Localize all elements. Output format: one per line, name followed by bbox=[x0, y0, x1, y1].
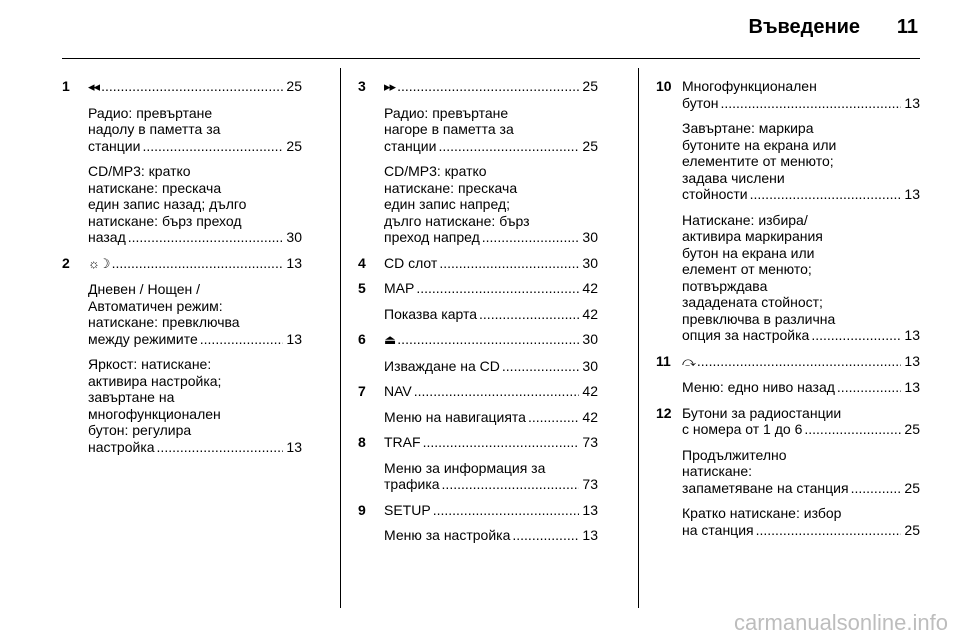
column-2 bbox=[358, 78, 598, 544]
index-text: MAP bbox=[384, 280, 415, 296]
index-text: CD слот bbox=[384, 254, 438, 271]
page-ref: 30 bbox=[582, 229, 598, 245]
column-1 bbox=[62, 78, 302, 455]
item-number: 7 bbox=[358, 383, 366, 399]
index-text: завъртане на bbox=[88, 389, 175, 405]
leader-dots bbox=[397, 78, 579, 95]
item-number: 1 bbox=[62, 78, 70, 94]
index-entry-1 bbox=[62, 78, 302, 246]
index-text: станции bbox=[88, 137, 141, 154]
page-ref: 25 bbox=[904, 479, 920, 496]
index-line bbox=[682, 379, 920, 396]
description-block bbox=[88, 281, 302, 347]
column-divider-1 bbox=[340, 68, 341, 608]
index-entry-2 bbox=[62, 255, 302, 456]
page-ref: 13 bbox=[904, 379, 920, 395]
leader-dots bbox=[811, 327, 901, 344]
index-text: активира настройка; bbox=[88, 372, 222, 389]
index-text: натискане: бърз преход bbox=[88, 212, 242, 229]
page-ref: 25 bbox=[286, 137, 302, 154]
page-ref: 25 bbox=[904, 421, 920, 437]
index-text: Многофункционален bbox=[682, 78, 817, 94]
leader-dots bbox=[142, 138, 283, 155]
index-line bbox=[384, 383, 598, 400]
index-text: зададената стойност; bbox=[682, 294, 823, 310]
index-line bbox=[384, 306, 598, 323]
description-block bbox=[682, 120, 920, 203]
index-text: бутоните на екрана или bbox=[682, 136, 837, 153]
page-ref: 25 bbox=[582, 78, 598, 94]
index-text: преход напред bbox=[384, 229, 480, 245]
index-text: елементите от менюто; bbox=[682, 153, 834, 169]
day-night-icon: ☼☽ bbox=[88, 255, 110, 271]
item-number: 10 bbox=[656, 78, 672, 94]
index-line bbox=[384, 138, 598, 155]
leader-dots bbox=[433, 502, 580, 519]
index-line bbox=[682, 327, 920, 344]
index-text: Радио: превъртане bbox=[384, 104, 509, 121]
index-text: бутон bbox=[682, 94, 719, 111]
leader-dots bbox=[416, 280, 579, 297]
index-entry-9 bbox=[358, 502, 598, 544]
item-number: 8 bbox=[358, 434, 366, 450]
description-block bbox=[384, 306, 598, 323]
leader-dots bbox=[756, 522, 902, 539]
leader-dots bbox=[720, 95, 901, 112]
index-text: трафика bbox=[384, 476, 440, 492]
page-ref: 13 bbox=[286, 330, 302, 347]
index-entry-3 bbox=[358, 78, 598, 246]
item-number: 6 bbox=[358, 331, 366, 347]
index-entry-5 bbox=[358, 280, 598, 322]
index-text: Изваждане на CD bbox=[384, 357, 500, 374]
page-ref: 42 bbox=[582, 305, 598, 322]
description-block bbox=[384, 105, 598, 155]
leader-dots bbox=[112, 255, 284, 272]
page-ref: 42 bbox=[582, 280, 598, 296]
index-text: нагоре в паметта за bbox=[384, 121, 514, 137]
page-ref: 30 bbox=[582, 331, 598, 347]
index-line bbox=[384, 229, 598, 246]
index-text: надолу в паметта за bbox=[88, 121, 221, 137]
page-ref: 30 bbox=[582, 254, 598, 271]
index-line bbox=[88, 439, 302, 456]
eject-icon: ⏏ bbox=[384, 332, 396, 347]
seek-back-icon: ◂◂ bbox=[88, 79, 100, 94]
index-text: стойности bbox=[682, 186, 748, 202]
item-number: 11 bbox=[656, 352, 671, 369]
description-block bbox=[88, 356, 302, 455]
index-line bbox=[88, 331, 302, 348]
index-entry-7 bbox=[358, 383, 598, 425]
column-divider-2 bbox=[638, 68, 639, 608]
index-line bbox=[88, 138, 302, 155]
index-text: задава числени bbox=[682, 169, 785, 186]
leader-dots bbox=[128, 229, 284, 246]
index-line bbox=[384, 78, 598, 96]
index-line bbox=[682, 421, 920, 438]
page-ref: 13 bbox=[904, 186, 920, 202]
leader-dots bbox=[837, 379, 902, 396]
index-text: Завъртане: маркира bbox=[682, 120, 814, 136]
description-block bbox=[384, 409, 598, 426]
index-text: един запис напред; bbox=[384, 196, 511, 212]
index-text: CD/MP3: кратко bbox=[88, 163, 191, 179]
leader-dots bbox=[528, 409, 579, 426]
leader-dots bbox=[414, 383, 580, 400]
index-text: Меню: едно ниво назад bbox=[682, 379, 835, 395]
watermark: carmanualsonline.info bbox=[733, 610, 948, 635]
index-text: назад bbox=[88, 229, 126, 245]
description-block bbox=[384, 358, 598, 375]
leader-dots bbox=[438, 138, 579, 155]
index-text: натискане: bbox=[682, 463, 753, 479]
index-text: активира маркирания bbox=[682, 228, 823, 244]
index-text: Дневен / Нощен / bbox=[88, 281, 201, 297]
leader-dots bbox=[439, 255, 579, 272]
index-text: многофункционален bbox=[88, 405, 221, 422]
index-text: CD/MP3: кратко bbox=[384, 163, 487, 179]
index-line bbox=[682, 186, 920, 203]
index-text: на станция bbox=[682, 521, 754, 538]
index-entry-12 bbox=[656, 405, 920, 539]
index-text: Кратко натискане: избор bbox=[682, 505, 842, 521]
index-text: натискане: превключва bbox=[88, 314, 240, 330]
index-text: натискане: прескача bbox=[384, 179, 518, 196]
header-divider bbox=[62, 58, 920, 59]
index-text: натискане: прескача bbox=[88, 179, 222, 196]
description-block bbox=[88, 105, 302, 155]
seek-forward-icon: ▸▸ bbox=[384, 79, 396, 94]
index-line bbox=[384, 527, 598, 544]
item-number: 12 bbox=[656, 404, 672, 421]
description-block bbox=[384, 163, 598, 246]
index-line bbox=[682, 95, 920, 112]
index-text: Показва карта bbox=[384, 305, 478, 322]
index-line bbox=[384, 502, 598, 519]
index-entry-10 bbox=[656, 78, 920, 344]
leader-dots bbox=[512, 527, 579, 544]
index-text: дълго натискане: бърз bbox=[384, 212, 530, 229]
index-line bbox=[88, 229, 302, 246]
chapter-title: Въведение bbox=[748, 16, 860, 38]
leader-dots bbox=[750, 186, 902, 203]
page-ref: 13 bbox=[582, 501, 598, 518]
index-text: Меню за настройка bbox=[384, 527, 511, 543]
index-text: настройка bbox=[88, 438, 155, 455]
index-text: опция за настройка bbox=[682, 327, 810, 343]
index-entry-11 bbox=[656, 353, 920, 396]
index-text: станции bbox=[384, 137, 437, 154]
leader-dots bbox=[157, 439, 284, 456]
page-ref: 25 bbox=[904, 521, 920, 538]
index-line bbox=[384, 331, 598, 349]
description-block bbox=[88, 163, 302, 246]
index-text: TRAF bbox=[384, 434, 421, 450]
leader-dots bbox=[101, 78, 283, 95]
page-ref: 13 bbox=[286, 438, 302, 455]
index-text: потвърждава bbox=[682, 277, 768, 294]
index-entry-4 bbox=[358, 255, 598, 272]
page-ref: 25 bbox=[286, 78, 302, 94]
index-text: запаметяване на станция bbox=[682, 479, 849, 496]
leader-dots bbox=[479, 306, 579, 323]
leader-dots bbox=[697, 353, 902, 370]
index-line bbox=[384, 255, 598, 272]
index-text: с номера от 1 до 6 bbox=[682, 421, 803, 437]
index-entry-6 bbox=[358, 331, 598, 374]
description-block bbox=[682, 379, 920, 396]
item-number: 5 bbox=[358, 280, 366, 296]
index-text: бутон на екрана или bbox=[682, 244, 815, 261]
index-text: Автоматичен режим: bbox=[88, 297, 223, 314]
index-line bbox=[384, 434, 598, 451]
description-block bbox=[384, 527, 598, 544]
index-text: NAV bbox=[384, 383, 412, 399]
leader-dots bbox=[397, 331, 579, 348]
leader-dots bbox=[423, 434, 580, 451]
index-text: Яркост: натискане: bbox=[88, 356, 212, 372]
item-number: 3 bbox=[358, 78, 366, 94]
index-text: Меню за информация за bbox=[384, 459, 546, 476]
index-line bbox=[682, 353, 920, 371]
page-ref: 13 bbox=[904, 327, 920, 343]
index-line bbox=[682, 522, 920, 539]
back-arrow-icon: ⤼ bbox=[682, 353, 695, 369]
index-text: Меню на навигацията bbox=[384, 408, 526, 425]
leader-dots bbox=[482, 229, 580, 246]
leader-dots bbox=[200, 331, 284, 348]
page-number: 11 bbox=[896, 16, 918, 38]
index-line bbox=[88, 78, 302, 96]
index-text: Радио: превъртане bbox=[88, 104, 213, 121]
page-ref: 30 bbox=[286, 229, 302, 245]
page-ref: 13 bbox=[904, 94, 920, 111]
index-text: Продължително bbox=[682, 446, 787, 463]
item-number: 9 bbox=[358, 501, 366, 518]
item-number: 2 bbox=[62, 254, 70, 271]
index-text: бутон: регулира bbox=[88, 422, 192, 438]
page-ref: 13 bbox=[904, 352, 920, 369]
index-text: SETUP bbox=[384, 501, 431, 518]
description-block bbox=[682, 447, 920, 497]
index-text: превключва в различна bbox=[682, 310, 836, 327]
page-ref: 13 bbox=[582, 527, 598, 543]
index-text: Натискане: избира/ bbox=[682, 211, 808, 228]
index-line bbox=[682, 480, 920, 497]
description-block bbox=[682, 212, 920, 344]
page-ref: 73 bbox=[582, 476, 598, 492]
leader-dots bbox=[502, 358, 580, 375]
leader-dots bbox=[442, 476, 580, 493]
description-block bbox=[682, 505, 920, 538]
page-ref: 73 bbox=[582, 434, 598, 450]
index-text: елемент от менюто; bbox=[682, 261, 812, 277]
index-line bbox=[384, 358, 598, 375]
index-line bbox=[88, 255, 302, 273]
page-ref: 42 bbox=[582, 383, 598, 399]
description-block bbox=[384, 460, 598, 493]
index-text: между режимите bbox=[88, 330, 198, 347]
page-ref: 13 bbox=[286, 254, 302, 271]
column-3 bbox=[656, 78, 920, 538]
index-line bbox=[384, 476, 598, 493]
index-text: Бутони за радиостанции bbox=[682, 404, 842, 421]
page-ref: 25 bbox=[582, 137, 598, 154]
index-text: един запис назад; дълго bbox=[88, 196, 247, 212]
leader-dots bbox=[851, 480, 902, 497]
page-ref: 42 bbox=[582, 408, 598, 425]
leader-dots bbox=[804, 421, 901, 438]
index-entry-8 bbox=[358, 434, 598, 493]
item-number: 4 bbox=[358, 254, 366, 271]
index-line bbox=[384, 280, 598, 297]
page-ref: 30 bbox=[582, 357, 598, 374]
index-line bbox=[384, 409, 598, 426]
